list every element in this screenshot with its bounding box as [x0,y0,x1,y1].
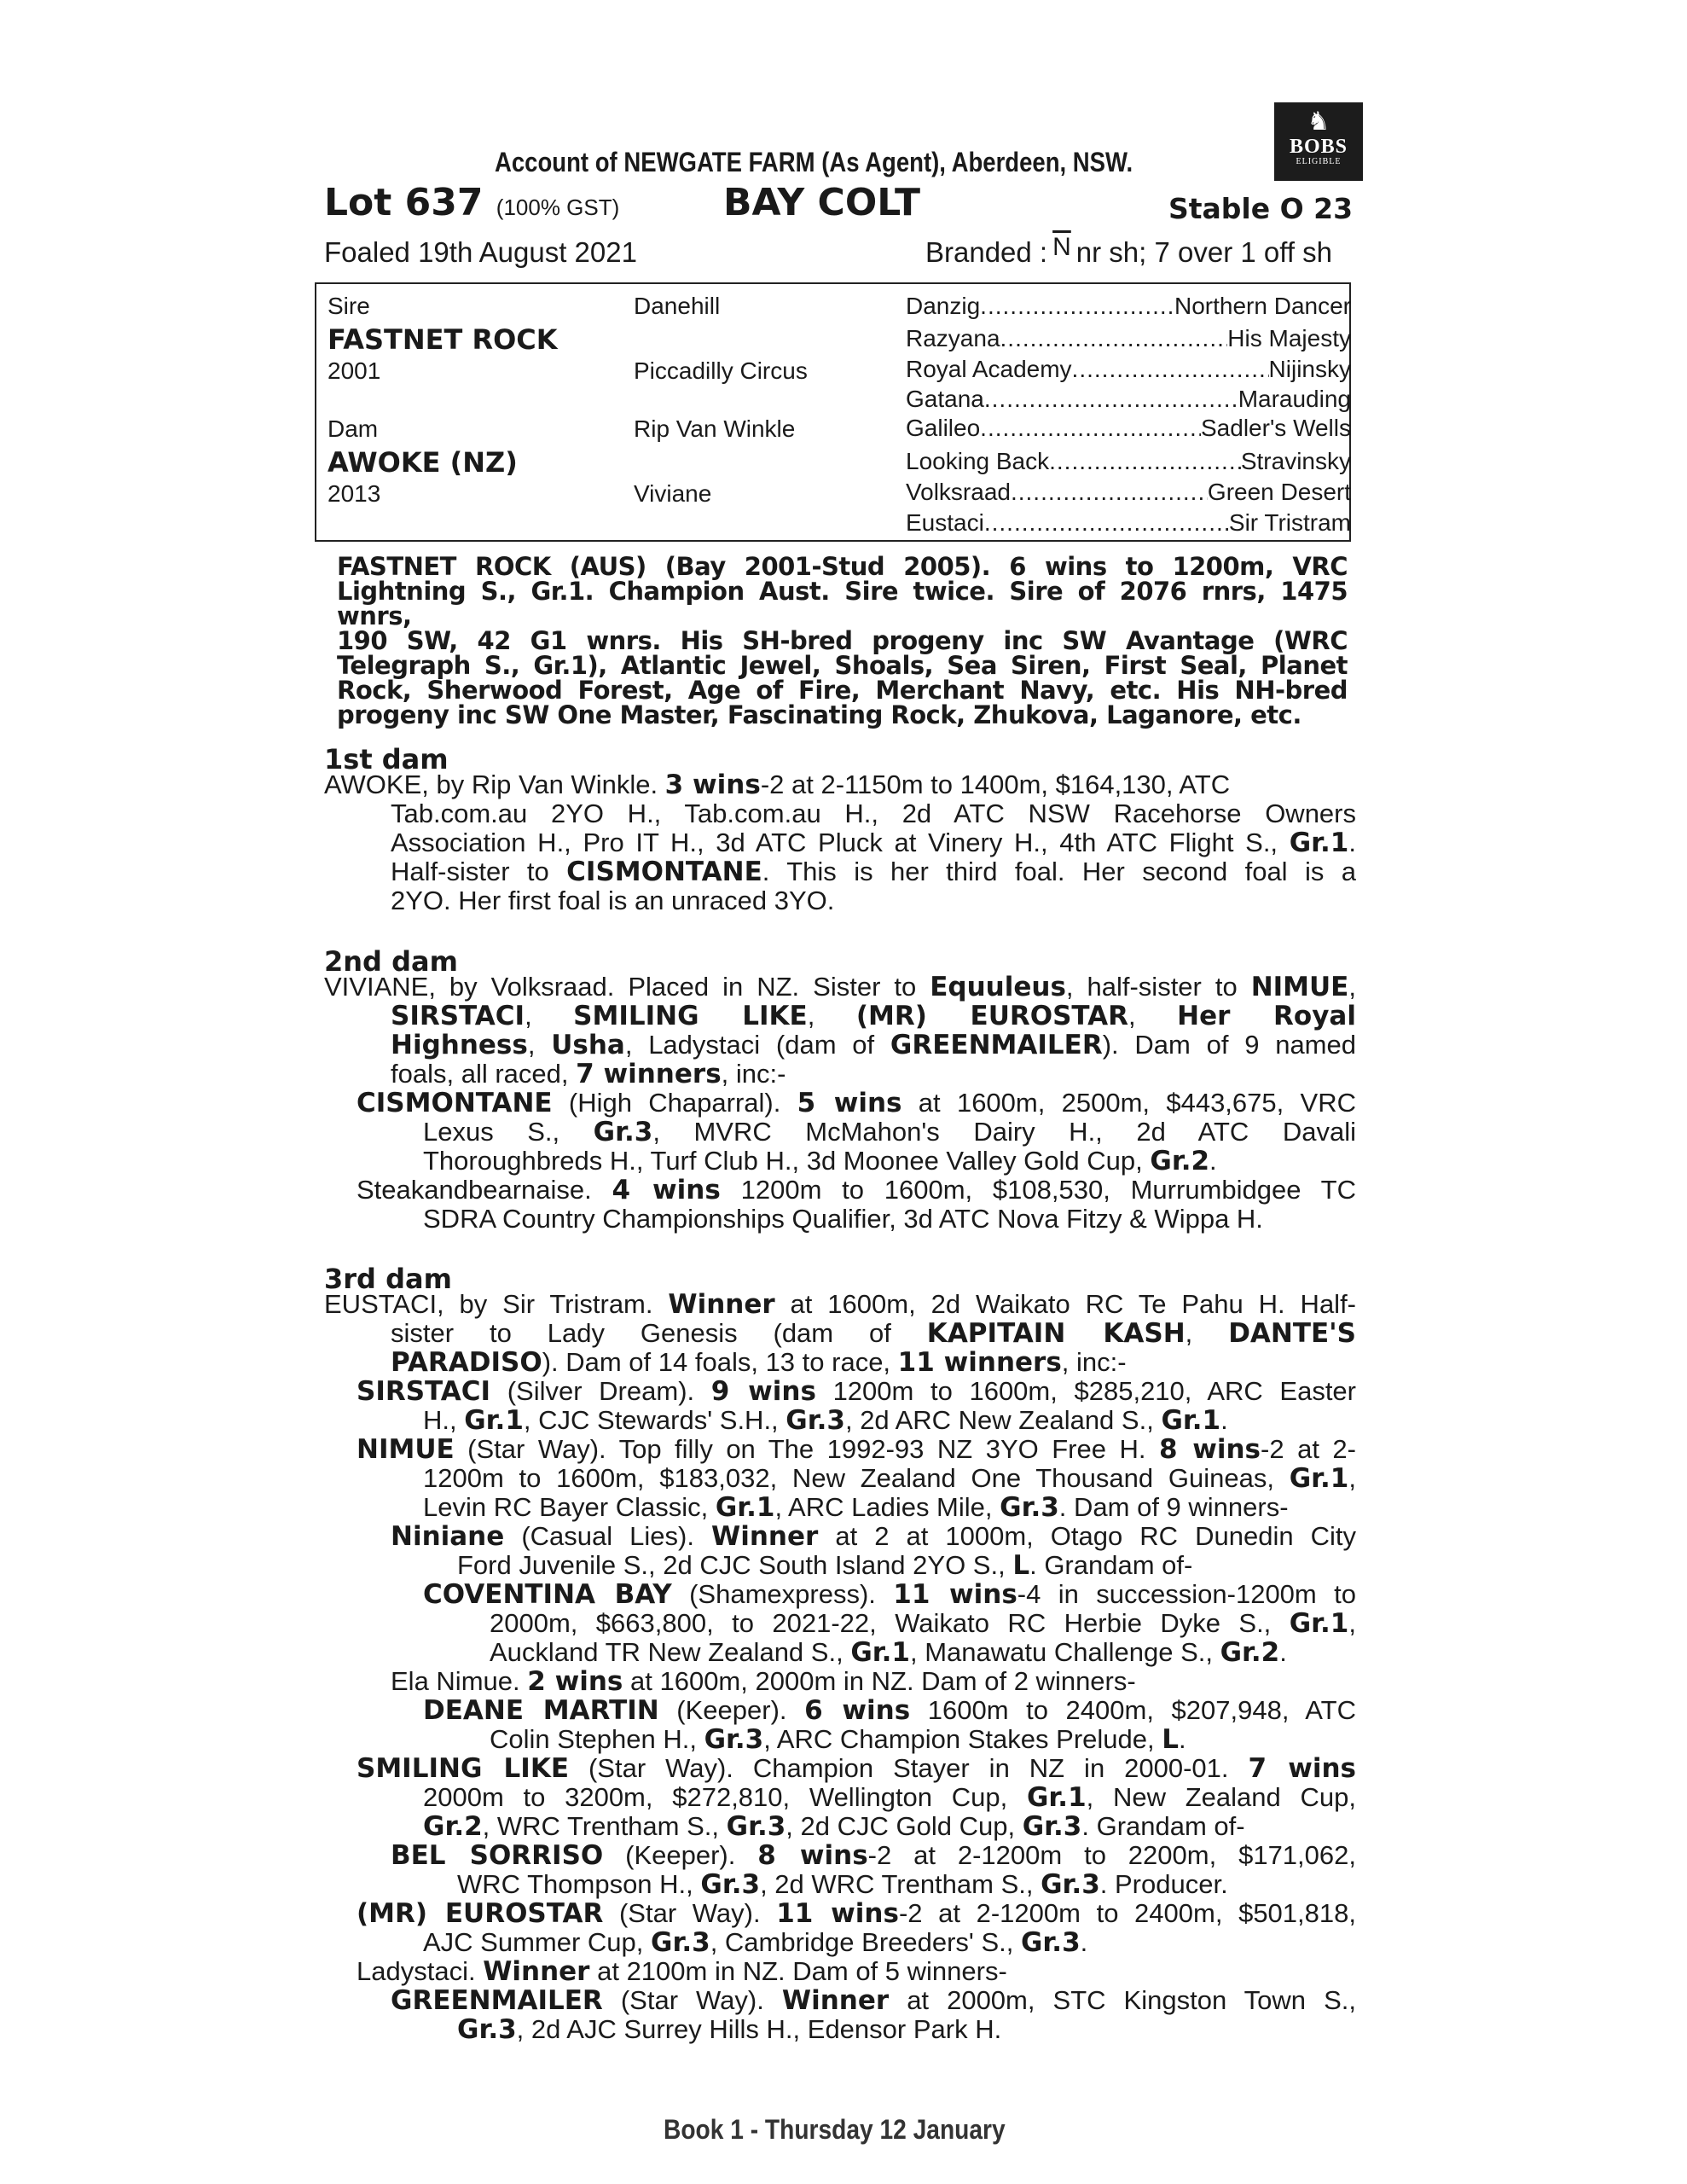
bobs-eligible-logo: ♞ BOBS ELIGIBLE [1274,102,1363,181]
sire-dam: Piccadilly Circus [634,357,808,384]
pedigree-table [315,282,1351,542]
vendor-account: Account of NEWGATE FARM (As Agent), Aberdeen, NSW. [495,147,1133,177]
lot-number: Lot 637 (100% GST) [324,181,620,224]
progeny-text: Ford Juvenile S., 2d CJC South Island 2YO S., L. Grandam of- [457,1550,1193,1581]
progeny-text: BEL SORRISO (Keeper). 8 wins-2 at 2-1200m to 2200m, $171,062, [391,1840,1356,1871]
sire-sire: Danehill [634,293,721,319]
stable-location: Stable O 23 [1168,192,1354,225]
first-dam-text: 2YO. Her first foal is an unraced 3YO. [391,886,835,915]
ancestor-row: Galileo ..... Sadler's Wells [906,415,1351,442]
progeny-text: Ladystaci. Winner at 2100m in NZ. Dam of 5 winners- [357,1956,1007,1987]
progeny-text: Ela Nimue. 2 wins at 1600m, 2000m in NZ. Dam of 2 winners- [391,1666,1136,1697]
ancestor-row: Looking Back ..... Stravinsky [906,448,1351,475]
ancestor-row: Royal Academy ..... Nijinsky [906,356,1351,383]
progeny-text: COVENTINA BAY (Shamexpress). 11 wins-4 in succession-1200m to [423,1579,1357,1610]
sire-summary: FASTNET ROCK (AUS) (Bay 2001-Stud 2005). 6 wins to 1200m, VRC Lightning S., Gr.1. Champion Aust. Sire twice. Sire of 2076 rnrs, 1475 wnrs, 190 SW, 42 G1 wnrs. His SH-bred progeny inc SW Avantage (WRC Telegraph S., Gr.1), Atlantic Jewel, Shoals, Sea Siren, First Seal, Planet Rock, Sherwood Forest, Age of Fire, Merchant Navy, etc. His NH-bred progeny inc SW One Master, Fascinating Rock, Zhukova, Laganore, etc. [337,552,1348,729]
horse-description: BAY COLT [723,181,921,224]
ancestor-row: Gatana ..... Marauding [906,386,1351,413]
horse-icon: ♞ [1307,107,1330,136]
progeny-text: 2000m to 3200m, $272,810, Wellington Cup, Gr.1, New Zealand Cup, [423,1782,1356,1813]
second-dam-text: Highness, Usha, Ladystaci (dam of GREENMAILER). Dam of 9 named [391,1030,1356,1060]
branding: Branded : $\overline{N}$ nr sh; 7 over 1 off sh [925,233,1333,268]
progeny-text: 1200m to 1600m, $183,032, New Zealand One Thousand Guineas, Gr.1, [423,1463,1356,1494]
progeny-text: (MR) EUROSTAR (Star Way). 11 wins-2 at 2-1200m to 2400m, $501,818, [357,1898,1356,1929]
sire-year: 2001 [328,357,381,384]
second-dam-text: SIRSTACI, SMILING LIKE, (MR) EUROSTAR, Her Royal [391,1001,1356,1031]
progeny-text: Gr.2, WRC Trentham S., Gr.3, 2d CJC Gold Cup, Gr.3. Grandam of- [423,1811,1245,1842]
progeny-text: GREENMAILER (Star Way). Winner at 2000m, STC Kingston Town S., [391,1985,1356,2016]
progeny-text: SIRSTACI (Silver Dream). 9 wins 1200m to 1600m, $285,210, ARC Easter [357,1376,1356,1407]
progeny-text: CISMONTANE (High Chaparral). 5 wins at 1600m, 2500m, $443,675, VRC [357,1088,1357,1118]
page-footer: Book 1 - Thursday 12 January [664,2114,1006,2145]
dam-sire: Rip Van Winkle [634,415,796,442]
progeny-text: Lexus S., Gr.3, MVRC McMahon's Dairy H., 2d ATC Davali [423,1117,1356,1147]
third-dam-text: PARADISO). Dam of 14 foals, 13 to race, 11 winners, inc:- [391,1347,1127,1378]
first-dam-text: Half-sister to CISMONTANE. This is her third foal. Her second foal is a [391,857,1356,887]
progeny-text: SMILING LIKE (Star Way). Champion Stayer in NZ in 2000-01. 7 wins [357,1753,1356,1784]
dam-name: AWOKE (NZ) [328,446,518,479]
dam-label: Dam [328,415,379,442]
sire-name: FASTNET ROCK [328,323,558,356]
ancestor-row: Volksraad ..... Green Desert [906,479,1351,506]
progeny-text: AJC Summer Cup, Gr.3, Cambridge Breeders' S., Gr.3. [423,1927,1088,1958]
gst-note: (100% GST) [496,195,620,220]
sire-label: Sire [328,293,370,319]
progeny-text: SDRA Country Championships Qualifier, 3d ATC Nova Fitzy & Wippa H. [423,1204,1263,1234]
third-dam-text: EUSTACI, by Sir Tristram. Winner at 1600m, 2d Waikato RC Te Pahu H. Half- [324,1289,1357,1320]
progeny-text: Colin Stephen H., Gr.3, ARC Champion Stakes Prelude, L. [490,1724,1186,1755]
ancestor-row: Eustaci ..... Sir Tristram [906,509,1351,537]
progeny-text: Gr.3, 2d AJC Surrey Hills H., Edensor Park H. [457,2014,1002,2045]
progeny-text: Niniane (Casual Lies). Winner at 2 at 1000m, Otago RC Dunedin City [391,1521,1356,1552]
second-dam-text: foals, all raced, 7 winners, inc:- [391,1059,786,1089]
progeny-text: Auckland TR New Zealand S., Gr.1, Manawatu Challenge S., Gr.2. [490,1637,1287,1668]
first-dam-heading: 1st dam [324,743,449,775]
first-dam-text: Tab.com.au 2YO H., Tab.com.au H., 2d ATC NSW Racehorse Owners [391,799,1356,828]
first-dam-text: Association H., Pro IT H., 3d ATC Pluck at Vinery H., 4th ATC Flight S., Gr.1. [391,828,1356,858]
ancestor-row: Razyana ..... His Majesty [906,325,1351,352]
progeny-text: Levin RC Bayer Classic, Gr.1, ARC Ladies Mile, Gr.3. Dam of 9 winners- [423,1492,1289,1523]
progeny-text: Steakandbearnaise. 4 wins 1200m to 1600m, $108,530, Murrumbidgee TC [357,1175,1357,1205]
dam-year: 2013 [328,480,381,507]
second-dam-heading: 2nd dam [324,945,458,978]
progeny-text: NIMUE (Star Way). Top filly on The 1992-93 NZ 3YO Free H. 8 wins-2 at 2- [357,1434,1356,1465]
ancestor-row: Danzig ..... Northern Dancer [906,293,1351,320]
first-dam-text: AWOKE, by Rip Van Winkle. 3 wins-2 at 2-1150m to 1400m, $164,130, ATC [324,770,1231,800]
progeny-text: DEANE MARTIN (Keeper). 6 wins 1600m to 2400m, $207,948, ATC [423,1695,1356,1726]
progeny-text: H., Gr.1, CJC Stewards' S.H., Gr.3, 2d ARC New Zealand S., Gr.1. [423,1405,1228,1436]
progeny-text: 2000m, $663,800, to 2021-22, Waikato RC Herbie Dyke S., Gr.1, [490,1608,1356,1639]
foaled-date: Foaled 19th August 2021 [324,236,637,268]
brand-mark-icon: $\overline{N}$ [1052,233,1071,261]
progeny-text: WRC Thompson H., Gr.3, 2d WRC Trentham S., Gr.3. Producer. [457,1869,1228,1900]
second-dam-text: VIVIANE, by Volksraad. Placed in NZ. Sister to Equuleus, half-sister to NIMUE, [324,972,1356,1002]
progeny-text: Thoroughbreds H., Turf Club H., 3d Moonee Valley Gold Cup, Gr.2. [423,1146,1217,1176]
dam-dam: Viviane [634,480,712,507]
third-dam-text: sister to Lady Genesis (dam of KAPITAIN KASH, DANTE'S [391,1318,1356,1349]
third-dam-heading: 3rd dam [324,1263,452,1295]
